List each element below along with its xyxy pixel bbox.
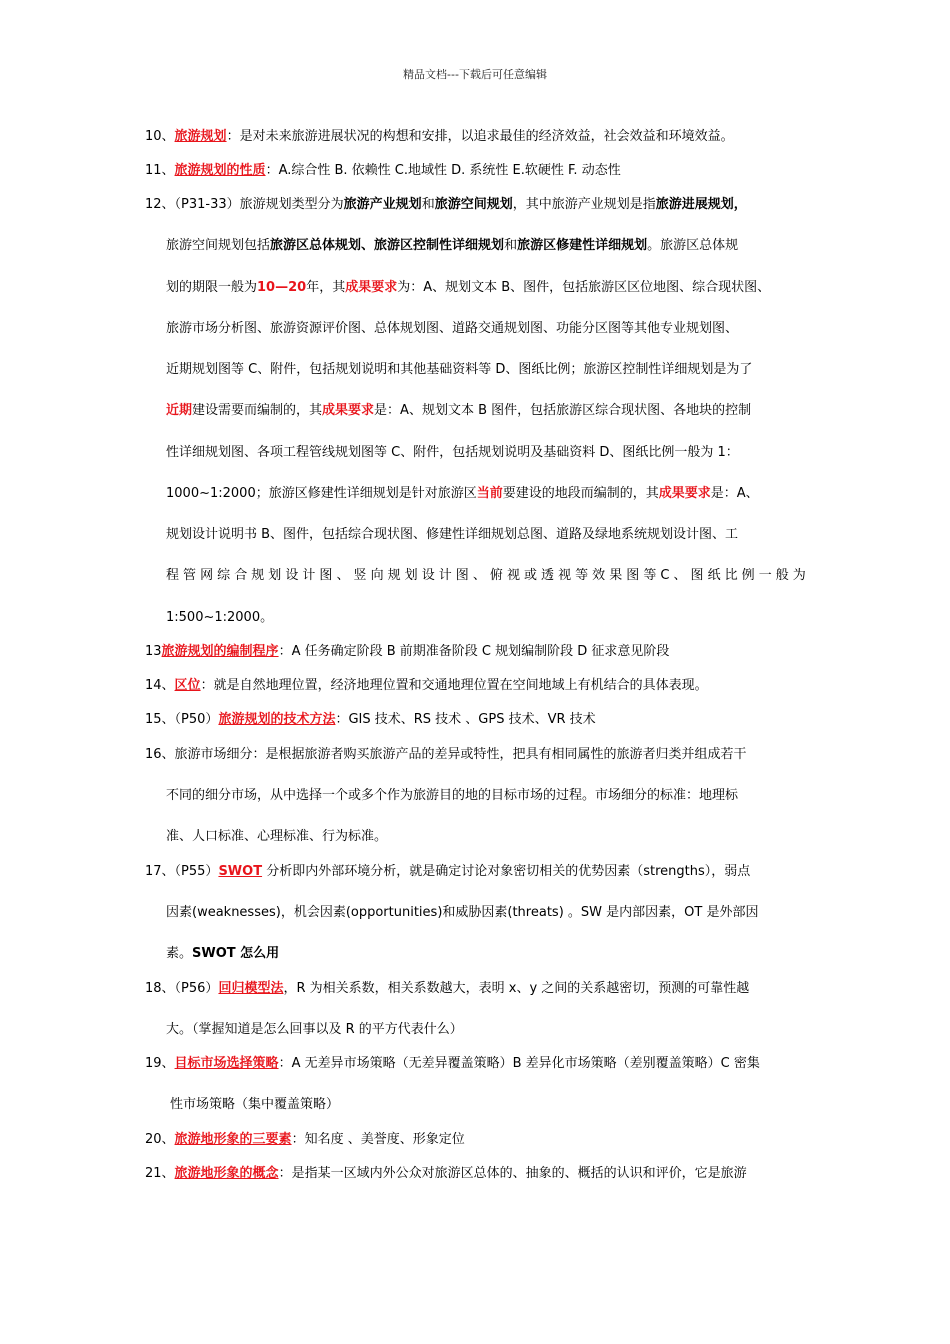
list-item-15: 15、（P50）旅游规划的技术方法：GIS 技术、RS 技术 、GPS 技术、VR 技术: [145, 712, 596, 727]
term-swot: SWOT: [218, 864, 263, 879]
term-planning-nature: 旅游规划的性质: [174, 163, 266, 178]
term-regression-model: 回归模型法: [218, 981, 284, 996]
list-item-20: 20、旅游地形象的三要素：知名度 、美誉度、形象定位: [145, 1132, 465, 1147]
term-tourism-planning: 旅游规划: [174, 129, 227, 144]
list-item-11: 11、旅游规划的性质：A.综合性 B. 依赖性 C.地域性 D. 系统性 E.软硬性 F. 动态性: [145, 163, 621, 178]
term-image-concept: 旅游地形象的概念: [174, 1166, 279, 1181]
term-target-market: 目标市场选择策略: [174, 1056, 279, 1071]
term-technical-methods: 旅游规划的技术方法: [218, 712, 336, 727]
page-header: 精品文档---下载后可任意编辑: [403, 68, 547, 81]
list-item-14: 14、区位：就是自然地理位置，经济地理位置和交通地理位置在空间地域上有机结合的具体表现。: [145, 678, 708, 693]
list-item-21: 21、旅游地形象的概念：是指某一区域内外公众对旅游区总体的、抽象的、概括的认识和评价，它是旅游: [145, 1166, 747, 1181]
list-item-10: 10、旅游规划：是对未来旅游进展状况的构想和安排，以追求最佳的经济效益，社会效益和环境效益。: [145, 129, 734, 144]
term-compilation-procedure: 旅游规划的编制程序: [161, 644, 279, 659]
term-image-elements: 旅游地形象的三要素: [174, 1132, 292, 1147]
term-location: 区位: [174, 678, 201, 693]
list-item-13: 13旅游规划的编制程序：A 任务确定阶段 B 前期准备阶段 C 规划编制阶段 D 征求意见阶段: [145, 644, 670, 659]
